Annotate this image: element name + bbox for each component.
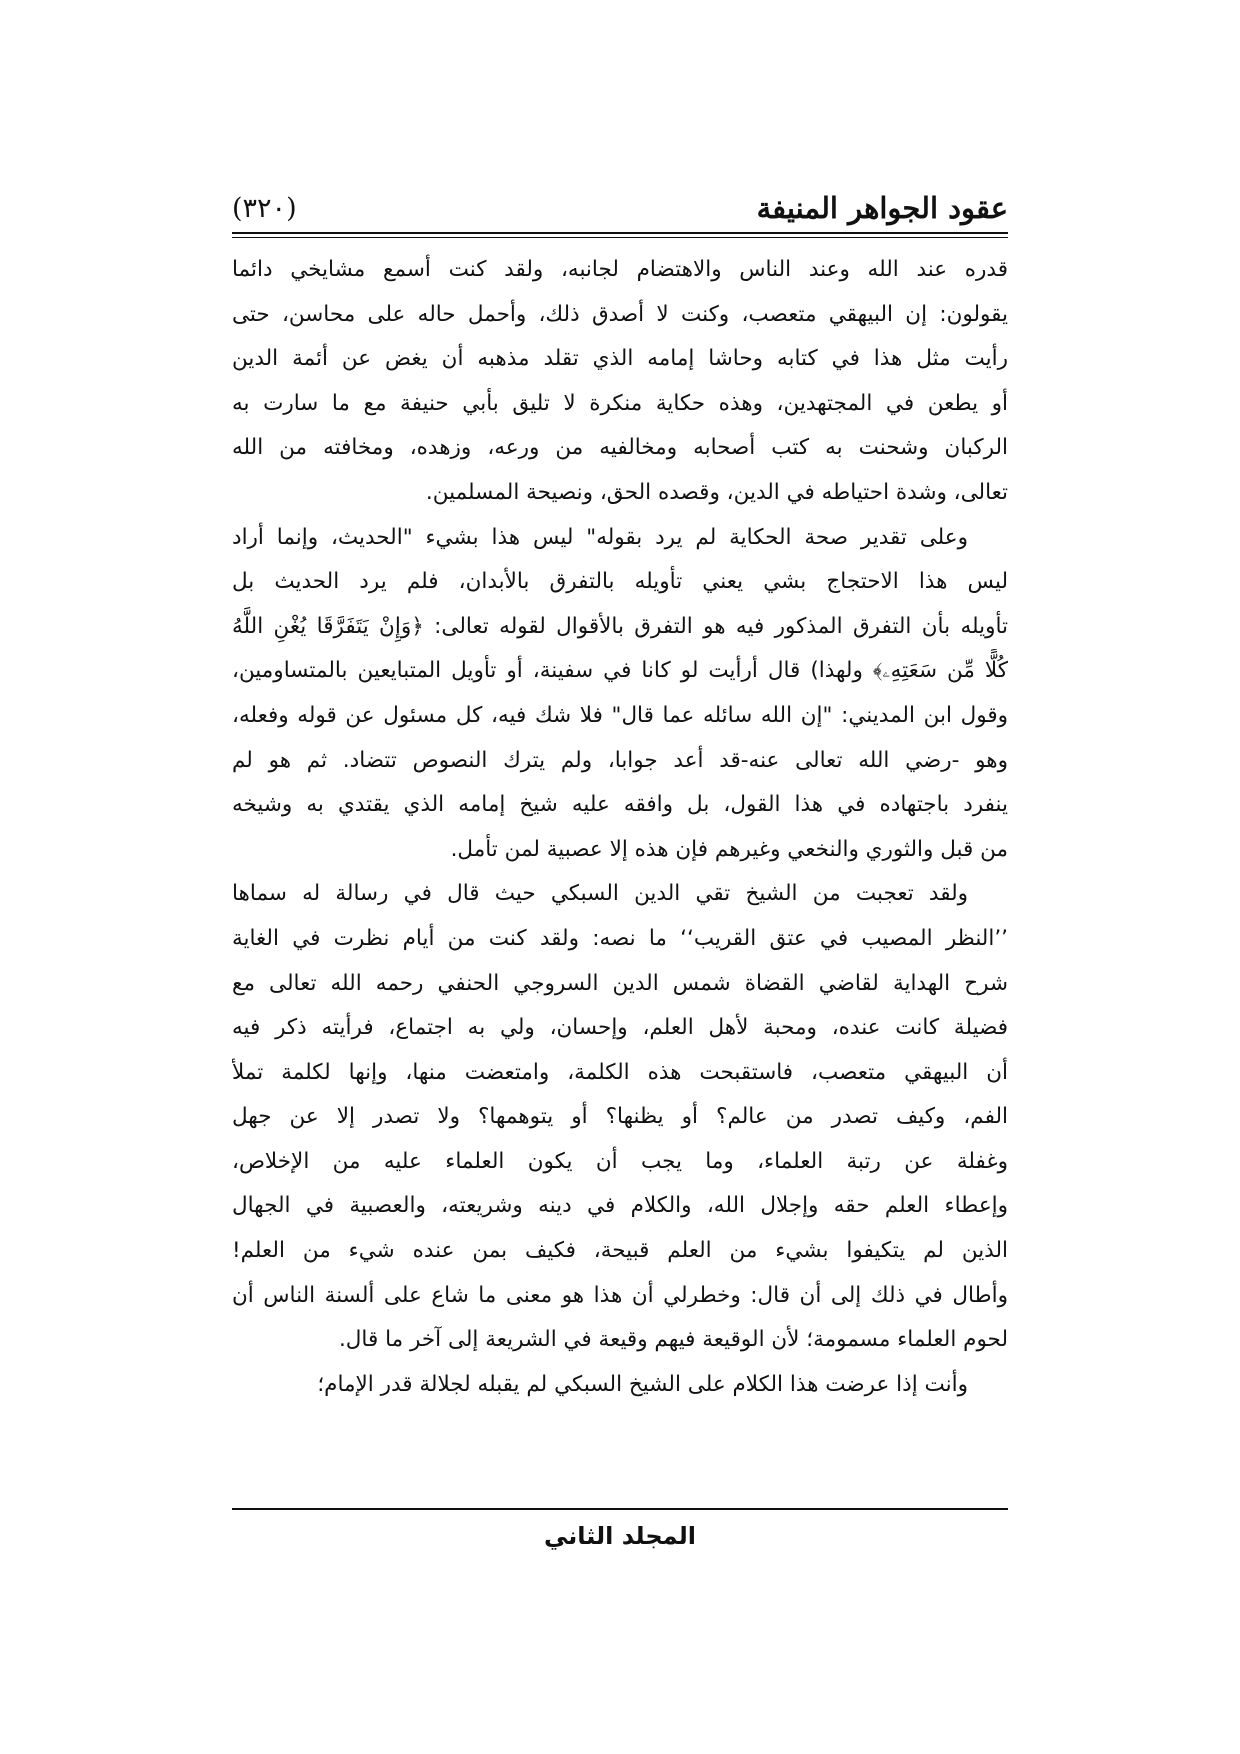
text-line: لحوم العلماء مسمومة؛ لأن الوقيعة فيهم وقيعة في الشريعة إلى آخر ما قال.	[338, 1327, 1008, 1353]
text-line: وهو -رضي الله تعالى عنه-قد أعد جوابا، ولم يترك النصوص تتضاد. ثم هو لم	[232, 747, 1008, 773]
header-rule-thick	[232, 232, 1008, 234]
text-line: وقول ابن المديني: "إن الله سائله عما قال" فلا شك فيه، كل مسئول عن قوله وفعله،	[232, 702, 1008, 728]
text-line: وأطال في ذلك إلى أن قال: وخطرلي أن هذا هو معنى ما شاع على ألسنة الناس أن	[232, 1282, 1008, 1308]
text-line: الذين لم يتكيفوا بشيء من العلم قبيحة، فكيف بمن عنده شيء من العلم!	[232, 1238, 1008, 1264]
text-line: تأويله بأن التفرق المذكور فيه هو التفرق بالأقوال لقوله تعالى: ﴿وَإِنْ يَتَفَرَّقَا يُغْنِ اللَّهُ	[232, 613, 1008, 639]
header-rule-thin	[232, 237, 1008, 238]
page-header	[232, 186, 1008, 230]
text-line: الركبان وشحنت به كتب أصحابه ومخالفيه من ورعه، وزهده، ومخافته من الله	[232, 435, 1008, 461]
text-line: ليس هذا الاحتجاج بشي يعني تأويله بالتفرق بالأبدان، فلم يرد الحديث بل	[232, 569, 1008, 595]
text-line: رأيت مثل هذا في كتابه وحاشا إمامه الذي تقلد مذهبه أن يغض عن أئمة الدين	[232, 346, 1008, 372]
text-line: وإعطاء العلم حقه وإجلال الله، والكلام في دينه وشريعته، والعصبية في الجهال	[232, 1193, 1008, 1219]
text-line: من قبل والثوري والنخعي وغيرهم فإن هذه إلا عصبية لمن تأمل.	[450, 836, 1008, 862]
volume-label: المجلد الثاني	[544, 1522, 696, 1550]
text-line: يقولون: إن البيهقي متعصب، وكنت لا أصدق ذلك، وأحمل حاله على محاسن، حتى	[232, 301, 1008, 327]
text-line: شرح الهداية لقاضي القضاة شمس الدين السروجي الحنفي رحمه الله تعالى مع	[232, 970, 1008, 996]
text-line: فضيلة كانت عنده، ومحبة لأهل العلم، وإحسان، ولي به اجتماع، فرأيته ذكر فيه	[232, 1015, 1008, 1041]
text-line: الفم، وكيف تصدر من عالم؟ أو يظنها؟ أو يتوهمها؟ ولا تصدر إلا عن جهل	[232, 1104, 1008, 1130]
text-line: وغفلة عن رتبة العلماء، وما يجب أن يكون العلماء عليه من الإخلاص،	[232, 1148, 1008, 1174]
text-line: أن البيهقي متعصب، فاستقبحت هذه الكلمة، وامتعضت منها، وإنها لكلمة تملأ	[232, 1059, 1008, 1085]
text-line: كُلًّا مِّن سَعَتِهِۦ﴾ ولهذا) قال أرأيت لو كانا في سفينة، أو تأويل المتبايعين بالمتساومين،	[232, 658, 1008, 684]
text-line: ’’النظر المصيب في عتق القريب‘‘ ما نصه: ولقد كنت من أيام نظرت في الغاية	[232, 925, 1008, 951]
body-text	[232, 248, 1008, 1407]
text-line: ينفرد باجتهاده في هذا القول، بل وافقه عليه شيخ إمامه الذي يقتدي به وشيخه	[232, 792, 1008, 818]
book-title: عقود الجواهر المنيفة	[756, 191, 1008, 225]
text-line: وعلى تقدير صحة الحكاية لم يرد بقوله" ليس هذا بشيء "الحديث، وإنما أراد	[232, 524, 968, 550]
page-number: (٣٢٠)	[232, 192, 297, 224]
text-line: تعالى، وشدة احتياطه في الدين، وقصده الحق، ونصيحة المسلمين.	[425, 479, 1008, 505]
text-line: قدره عند الله وعند الناس والاهتضام لجانبه، ولقد كنت أسمع مشايخي دائما	[232, 257, 1008, 282]
text-line: وأنت إذا عرضت هذا الكلام على الشيخ السبكي لم يقبله لجلالة قدر الإمام؛	[317, 1371, 968, 1397]
text-line: أو يطعن في المجتهدين، وهذه حكاية منكرة لا تليق بأبي حنيفة مع ما سارت به	[232, 390, 1008, 416]
text-line: ولقد تعجبت من الشيخ تقي الدين السبكي حيث قال في رسالة له سماها	[232, 881, 968, 907]
footer-rule	[232, 1508, 1008, 1510]
